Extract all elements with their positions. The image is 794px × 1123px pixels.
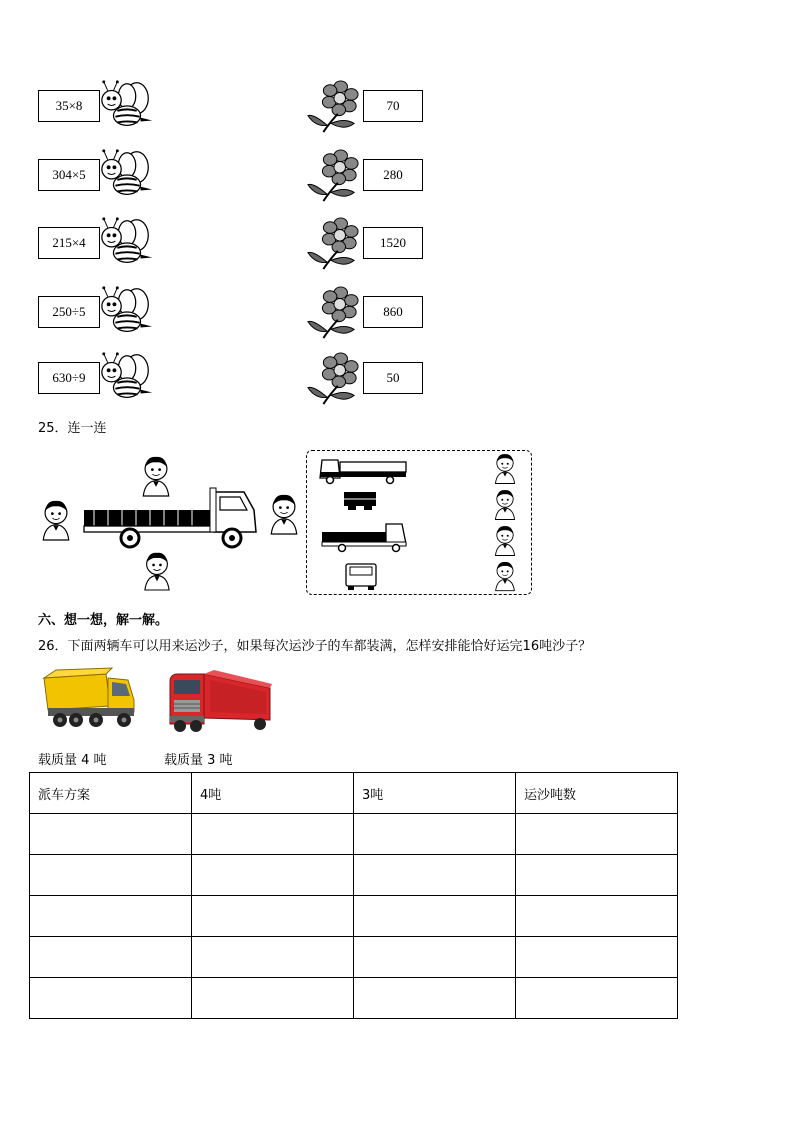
side-view-truck-icon xyxy=(320,460,406,484)
red-truck-icon xyxy=(166,668,274,736)
expression-box[interactable]: 630÷9 xyxy=(38,362,100,394)
views-illustration xyxy=(310,452,530,592)
flower-icon xyxy=(306,350,360,406)
table-header-row xyxy=(30,773,678,814)
table-row xyxy=(30,855,678,896)
dispatch-plan-table xyxy=(29,772,678,1019)
table-cell[interactable] xyxy=(192,855,354,896)
table-cell[interactable] xyxy=(516,896,678,937)
expression-box[interactable]: 250÷5 xyxy=(38,296,100,328)
dump-truck-caption: 载质量 4 吨 xyxy=(38,753,107,768)
answer-box[interactable]: 1520 xyxy=(363,227,423,259)
table-row xyxy=(30,896,678,937)
bee-icon xyxy=(98,78,156,134)
header-3-ton: 3吨 xyxy=(354,773,516,814)
table-row xyxy=(30,937,678,978)
answer-box[interactable]: 860 xyxy=(363,296,423,328)
table-cell[interactable] xyxy=(354,896,516,937)
flower-icon xyxy=(306,215,360,271)
answer-box[interactable]: 50 xyxy=(363,362,423,394)
truck-scene-illustration xyxy=(36,450,304,595)
rear-view-truck-icon xyxy=(344,492,376,510)
bee-icon xyxy=(98,284,156,340)
table-cell[interactable] xyxy=(354,814,516,855)
front-view-truck-icon xyxy=(346,564,376,590)
section-6-title: 六、想一想，解一解。 xyxy=(38,613,169,628)
table-cell[interactable] xyxy=(516,937,678,978)
long-truck-icon xyxy=(84,488,256,547)
table-cell[interactable] xyxy=(30,978,192,1019)
table-cell[interactable] xyxy=(192,814,354,855)
question-26-text: 26．下面两辆车可以用来运沙子，如果每次运沙子的车都装满，怎样安排能恰好运完16吨沙子？ xyxy=(38,639,592,654)
bee-icon xyxy=(98,350,156,406)
flower-icon xyxy=(306,284,360,340)
answer-box[interactable]: 280 xyxy=(363,159,423,191)
table-cell[interactable] xyxy=(516,978,678,1019)
table-cell[interactable] xyxy=(30,814,192,855)
red-truck-caption: 载质量 3 吨 xyxy=(164,753,233,768)
dump-truck-icon xyxy=(40,666,138,734)
table-cell[interactable] xyxy=(516,855,678,896)
table-cell[interactable] xyxy=(30,896,192,937)
table-cell[interactable] xyxy=(192,978,354,1019)
table-cell[interactable] xyxy=(192,896,354,937)
header-total-tons: 运沙吨数 xyxy=(516,773,678,814)
table-cell[interactable] xyxy=(354,978,516,1019)
table-row xyxy=(30,814,678,855)
table-row xyxy=(30,978,678,1019)
table-cell[interactable] xyxy=(354,855,516,896)
table-cell[interactable] xyxy=(354,937,516,978)
answer-box[interactable]: 70 xyxy=(363,90,423,122)
flower-icon xyxy=(306,147,360,203)
table-cell[interactable] xyxy=(516,814,678,855)
expression-box[interactable]: 35×8 xyxy=(38,90,100,122)
header-4-ton: 4吨 xyxy=(192,773,354,814)
table-cell[interactable] xyxy=(192,937,354,978)
header-plan: 派车方案 xyxy=(30,773,192,814)
table-cell[interactable] xyxy=(30,855,192,896)
expression-box[interactable]: 215×4 xyxy=(38,227,100,259)
expression-box[interactable]: 304×5 xyxy=(38,159,100,191)
flower-icon xyxy=(306,78,360,134)
bee-icon xyxy=(98,147,156,203)
question-25-title: 25．连一连 xyxy=(38,421,107,436)
table-cell[interactable] xyxy=(30,937,192,978)
side-view-truck-right-icon xyxy=(322,524,406,552)
bee-icon xyxy=(98,215,156,271)
